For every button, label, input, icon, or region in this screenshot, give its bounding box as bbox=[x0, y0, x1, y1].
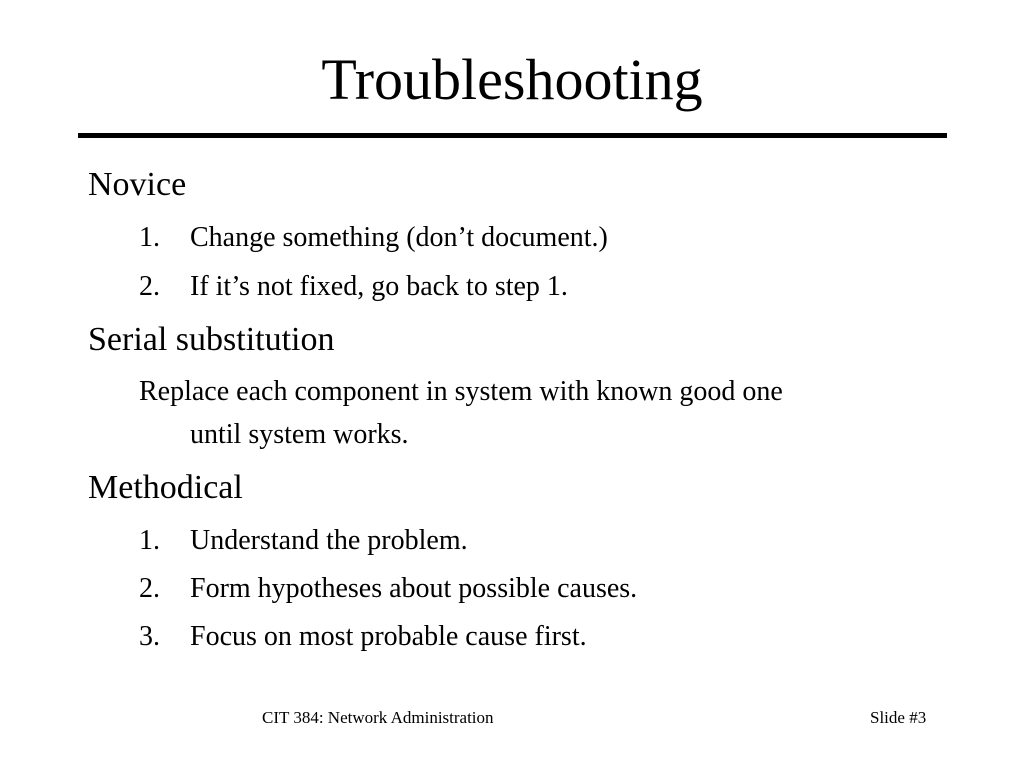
list-item: Understand the problem. bbox=[190, 525, 468, 556]
list-number: 1. bbox=[139, 222, 160, 253]
list-item: Change something (don’t document.) bbox=[190, 222, 608, 253]
footer-course-name: CIT 384: Network Administration bbox=[262, 708, 494, 727]
footer-slide-number: Slide #3 bbox=[870, 708, 927, 727]
section-paragraph-line: until system works. bbox=[190, 419, 409, 450]
list-number: 3. bbox=[139, 621, 160, 652]
list-number: 2. bbox=[139, 271, 160, 302]
section-heading-novice: Novice bbox=[88, 166, 187, 203]
list-item: If it’s not fixed, go back to step 1. bbox=[190, 271, 568, 302]
list-number: 2. bbox=[139, 573, 160, 604]
section-paragraph-line: Replace each component in system with known good one bbox=[139, 376, 783, 407]
list-item: Form hypotheses about possible causes. bbox=[190, 573, 638, 604]
list-number: 1. bbox=[139, 525, 160, 556]
section-heading-serial-substitution: Serial substitution bbox=[88, 321, 335, 358]
list-item: Focus on most probable cause first. bbox=[190, 621, 587, 652]
title-divider bbox=[78, 133, 947, 138]
section-heading-methodical: Methodical bbox=[88, 469, 243, 506]
slide-title: Troubleshooting bbox=[321, 47, 703, 112]
